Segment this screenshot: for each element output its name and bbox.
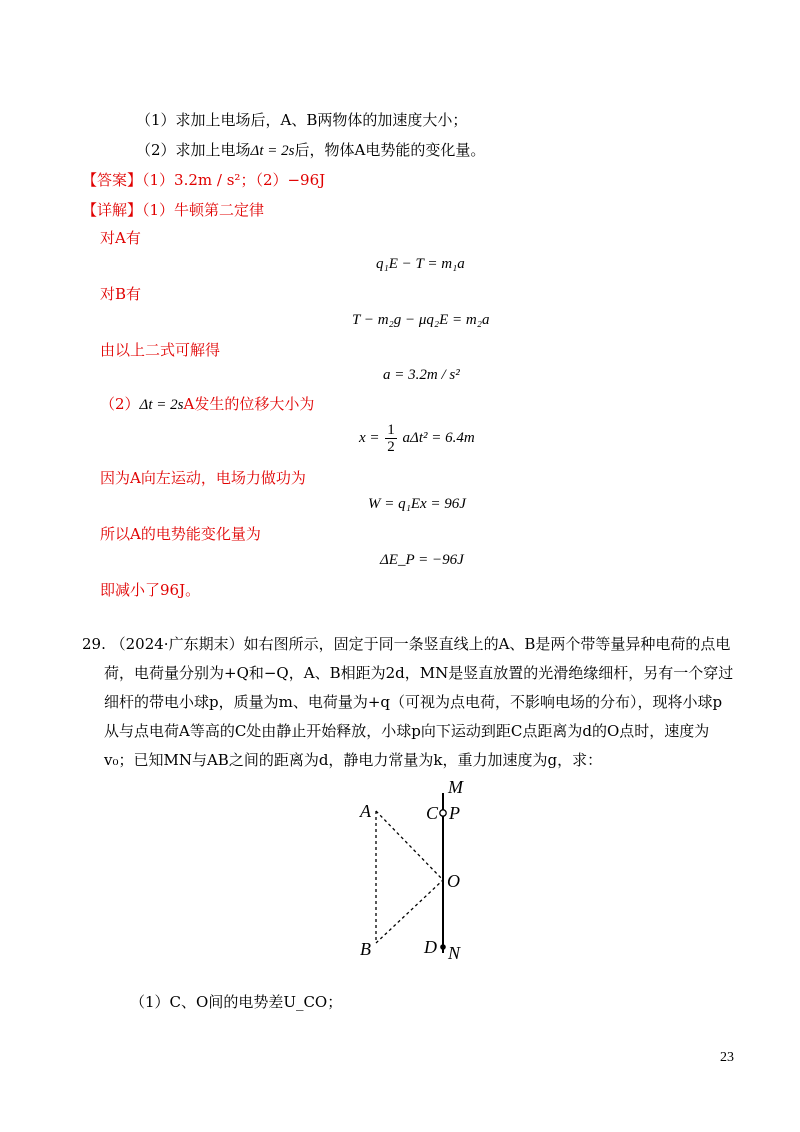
problem-29-line-4: 从与点电荷A等高的C处由静止开始释放，小球p向下运动到距C点距离为d的O点时，速度为 [104,722,710,740]
equation-3: a = 3.2m / s² [383,367,460,383]
equation-4-rhs: aΔt² = 6.4m [402,429,475,446]
line-bo [376,880,443,943]
for-a-label: 对A有 [100,229,141,247]
equation-4-fraction [385,422,397,455]
energy-label: 所以A的电势能变化量为 [100,525,261,543]
for-b-label: 对B有 [100,285,142,303]
equation-6: ΔE_P = −96J [380,552,464,568]
question-2 [136,140,485,161]
question-2-text-b: 后，物体A电势能的变化量。 [294,141,486,159]
part2-delta: Δt = 2s [139,397,184,413]
problem-29-line-5: v₀；已知MN与AB之间的距离为d，静电力常量为k，重力加速度为g，求： [104,751,603,769]
label-a: A [360,801,371,821]
answer-text: （1）3.2m / s²；（2）−96J [142,171,326,189]
detail-tag: 【详解】 [82,201,143,219]
problem-29-line-1: 29. （2024·广东期末）如右图所示，固定于同一条竖直线上的A、B是两个带等量异种电荷的点电 [82,635,731,653]
charge-diagram [350,775,480,970]
label-n: N [448,943,461,963]
label-b: B [360,939,371,959]
problem-29-line-3: 细杆的带电小球p，质量为m、电荷量为+q（可视为点电荷，不影响电场的分布），现将小球p [104,693,723,711]
answer-line [82,170,325,190]
reduced-label: 即减小了96J。 [100,581,201,599]
answer-tag: 【答案】 [82,171,143,189]
part2-line [100,394,314,415]
page-number: 23 [720,1050,734,1065]
equation-4-lhs: x = [359,429,380,446]
label-m: M [448,777,463,797]
detail-text: （1）牛顿第二定律 [142,201,265,219]
part2-num: （2） [100,395,140,413]
point-d [440,944,446,950]
label-d: D [424,937,437,957]
part2-text: A发生的位移大小为 [183,395,315,413]
equation-1: q₁E − T = m₁a [376,256,465,272]
fraction-numerator: 1 [387,422,395,438]
label-o: O [447,871,460,891]
question-2-delta: Δt = 2s [250,143,295,159]
question-29-1: （1）C、O间的电势差U_CO； [130,993,343,1011]
fraction-denominator: 2 [387,439,395,455]
problem-29-line-2: 荷，电荷量分别为+Q和−Q，A、B相距为2d，MN是竖直放置的光滑绝缘细杆，另有一个穿过 [104,664,734,682]
detail-line [82,200,264,220]
equation-5: W = q₁Ex = 96J [368,496,466,512]
equation-2: T − m₂g − μq₂E = m₂a [352,312,490,328]
solve-label: 由以上二式可解得 [100,341,221,359]
work-label: 因为A向左运动，电场力做功为 [100,469,306,487]
label-p: P [449,803,460,823]
ball-p [440,810,446,816]
question-2-text-a: （2）求加上电场 [136,141,251,159]
label-c: C [426,803,439,823]
equation-4 [359,422,475,455]
question-1: （1）求加上电场后，A、B两物体的加速度大小； [136,111,468,129]
